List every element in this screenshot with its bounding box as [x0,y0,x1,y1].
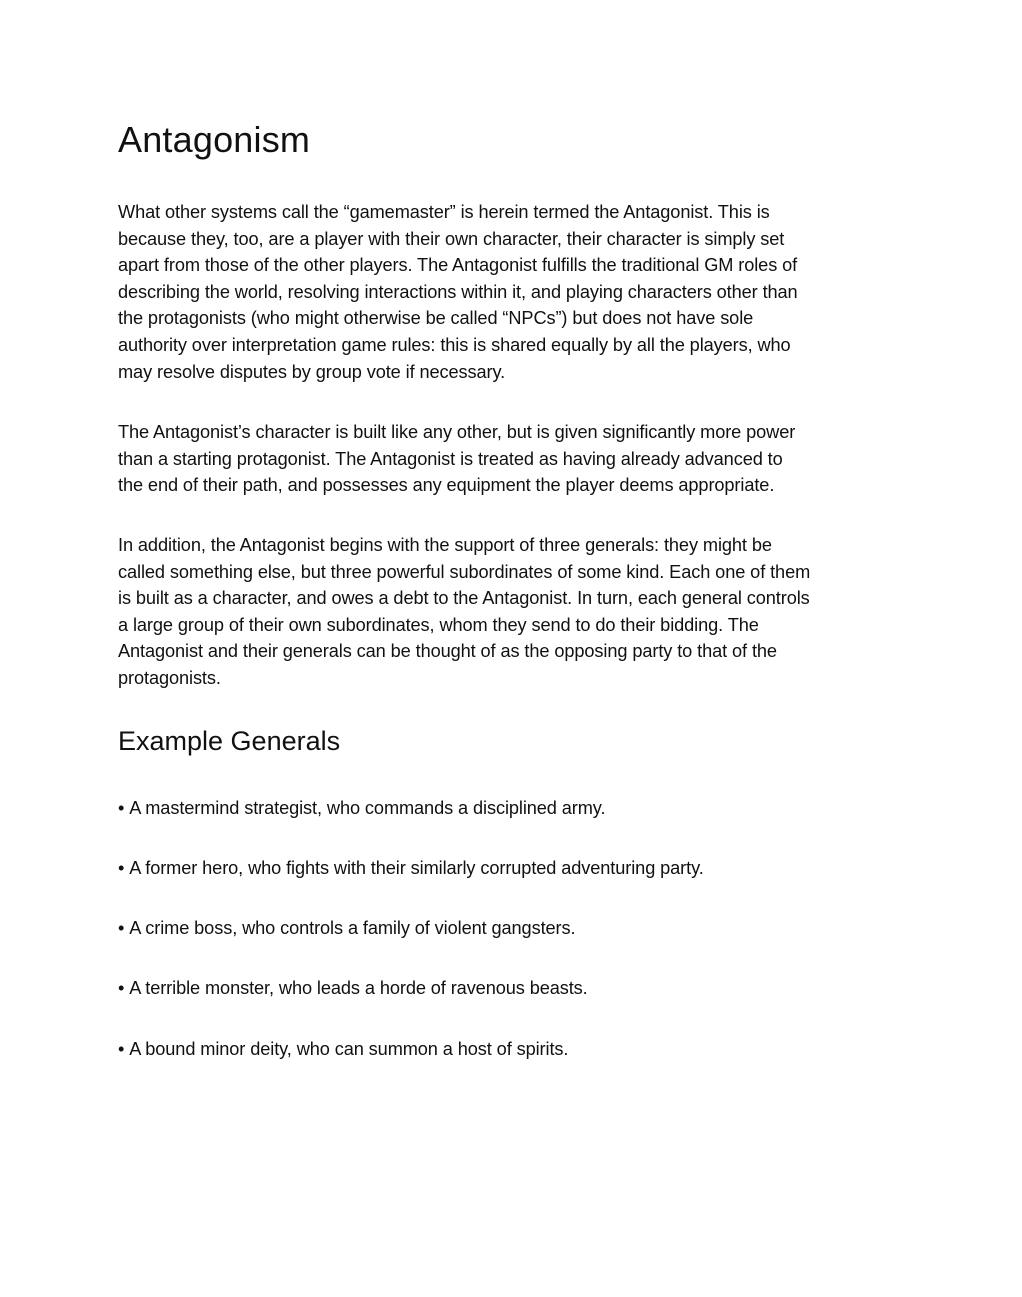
list-item-text: A bound minor deity, who can summon a host of spirits. [129,1039,569,1059]
text-line: Antagonist and their generals can be thought of as the opposing party to that of the [118,641,777,662]
page-title: Antagonism [118,119,311,160]
text-line: the end of their path, and possesses any equipment the player deems appropriate. [118,475,775,496]
paragraph-antagonist-character [118,419,908,499]
text-line: is built as a character, and owes a debt to the Antagonist. In turn, each general controls [118,588,810,609]
paragraph-generals [118,532,908,692]
text-line: The Antagonist’s character is built like any other, but is given significantly more power [118,422,796,442]
text-line: called something else, but three powerful subordinates of some kind. Each one of them [118,561,811,582]
list-item [118,915,575,941]
text-line: protagonists. [118,667,221,688]
list-item-text: A terrible monster, who leads a horde of ravenous beasts. [129,978,588,998]
text-line: authority over interpretation game rules: this is shared equally by all the players, who [118,334,791,355]
text-line: What other systems call the “gamemaster” is herein termed the Antagonist. This is [118,202,770,222]
text-line: a large group of their own subordinates, whom they send to do their bidding. The [118,614,759,635]
text-line: than a starting protagonist. The Antagonist is treated as having already advanced to [118,448,783,469]
bullet-icon: • [118,918,125,938]
list-item-text: A former hero, who fights with their similarly corrupted adventuring party. [129,858,704,878]
text-line: because they, too, are a player with their own character, their character is simply set [118,228,785,249]
text-line: may resolve disputes by group vote if necessary. [118,361,506,382]
text-line: the protagonists (who might otherwise be called “NPCs”) but does not have sole [118,308,754,329]
paragraph-gamemaster-role [118,199,908,385]
bullet-icon: • [118,858,125,878]
list-item [118,795,605,821]
bullet-icon: • [118,798,125,818]
list-item-text: A mastermind strategist, who commands a disciplined army. [129,798,606,818]
list-item [118,975,588,1001]
section-heading-example-generals: Example Generals [118,726,341,756]
list-item [118,855,704,881]
bullet-icon: • [118,978,125,998]
list-item [118,1036,568,1062]
list-item-text: A crime boss, who controls a family of violent gangsters. [129,918,576,938]
text-line: In addition, the Antagonist begins with the support of three generals: they might be [118,535,772,555]
bullet-icon: • [118,1039,125,1059]
text-line: apart from those of the other players. The Antagonist fulfills the traditional GM roles of [118,255,798,276]
text-line: describing the world, resolving interactions within it, and playing characters other than [118,281,798,302]
